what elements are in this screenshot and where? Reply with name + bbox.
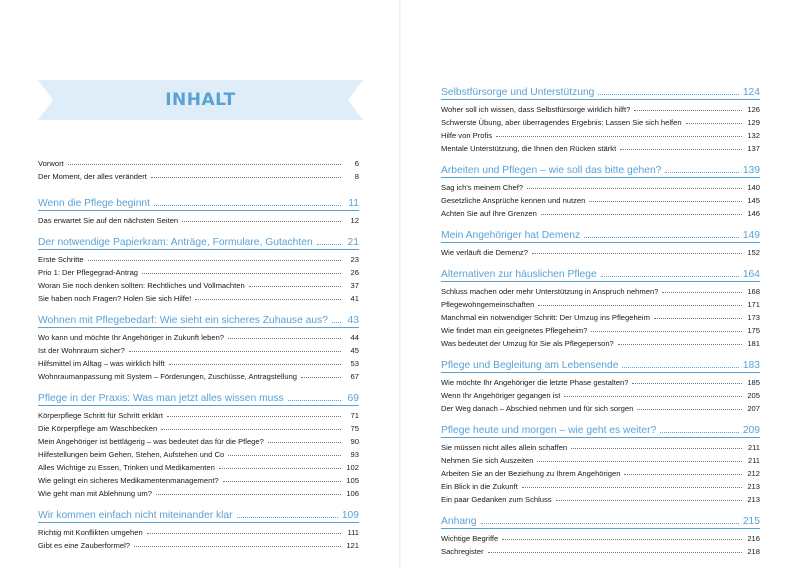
entry-title: Hilfsmittel im Alltag – was wirklich hilft — [38, 359, 165, 368]
entry-title: Das erwartet Sie auf den nächsten Seiten — [38, 216, 179, 225]
entry-list — [38, 154, 359, 181]
entry-title: Prio 1: Der Pflegegrad-Antrag — [38, 268, 139, 277]
entry-title: Der Weg danach – Abschied nehmen und für sich sorgen — [441, 404, 634, 413]
chapter-heading[interactable] — [38, 192, 359, 209]
dot-leader — [541, 214, 742, 215]
entry-page-number: 75 — [350, 424, 359, 433]
dot-leader — [662, 292, 742, 293]
entry-title: Wie geht man mit Ablehnung um? — [38, 489, 152, 498]
toc-section — [38, 309, 359, 381]
entry-page-number: 129 — [747, 118, 760, 127]
dot-leader — [571, 448, 742, 449]
dot-leader — [161, 429, 341, 430]
entry-page-number: 140 — [747, 183, 760, 192]
toc-entry[interactable] — [38, 420, 359, 433]
entry-page-number: 8 — [354, 172, 359, 181]
toc-section — [38, 192, 359, 225]
entry-page-number: 126 — [747, 105, 760, 114]
toc-left-column — [38, 154, 359, 550]
entry-page-number: 26 — [350, 268, 359, 277]
entry-title: Wie gelingt ein sicheres Medikamentenmanagement? — [38, 476, 219, 485]
entry-title: Nehmen Sie sich Auszeiten — [441, 456, 534, 465]
toc-section — [441, 81, 760, 153]
entry-title: Ist der Wohnraum sicher? — [38, 346, 125, 355]
chapter-title: Pflege heute und morgen – wie geht es weiter? — [441, 425, 657, 436]
entry-list — [38, 250, 359, 303]
chapter-page-number: 209 — [742, 425, 760, 436]
entry-page-number: 41 — [350, 294, 359, 303]
entry-title: Hilfestellungen beim Gehen, Stehen, Aufstehen und Co — [38, 450, 225, 459]
dot-leader — [167, 416, 341, 417]
entry-title: Sag ich's meinem Chef? — [441, 183, 524, 192]
dot-leader — [154, 205, 341, 206]
entry-page-number: 132 — [747, 131, 760, 140]
dot-leader — [147, 533, 341, 534]
toc-section — [441, 510, 760, 556]
entry-page-number: 67 — [350, 372, 359, 381]
dot-leader — [589, 201, 742, 202]
toc-entry[interactable] — [441, 296, 760, 309]
entry-page-number: 121 — [346, 541, 359, 550]
entry-list — [441, 529, 760, 556]
dot-leader — [522, 487, 742, 488]
toc-entry[interactable] — [38, 329, 359, 342]
entry-page-number: 6 — [354, 159, 359, 168]
toc-section — [38, 154, 359, 181]
chapter-page-number: 43 — [347, 315, 359, 326]
entry-title: Wie verläuft die Demenz? — [441, 248, 528, 257]
chapter-title: Alternativen zur häuslichen Pflege — [441, 269, 597, 280]
toc-entry[interactable] — [38, 368, 359, 381]
toc-entry[interactable] — [38, 524, 359, 537]
entry-title: Sie müssen nicht alles allein schaffen — [441, 443, 568, 452]
dot-leader — [632, 383, 742, 384]
entry-list — [441, 282, 760, 348]
entry-page-number: 218 — [747, 547, 760, 556]
chapter-title: Pflege und Begleitung am Lebensende — [441, 360, 619, 371]
chapter-title: Arbeiten und Pflegen – wie soll das bitte gehen? — [441, 165, 662, 176]
toc-entry[interactable] — [441, 465, 760, 478]
dot-leader — [317, 244, 341, 245]
dot-leader — [129, 351, 341, 352]
toc-entry[interactable] — [441, 283, 760, 296]
entry-list — [38, 523, 359, 550]
toc-entry[interactable] — [38, 290, 359, 303]
chapter-page-number: 139 — [742, 165, 760, 176]
entry-page-number: 53 — [350, 359, 359, 368]
chapter-title: Pflege in der Praxis: Was man jetzt alles wissen muss — [38, 393, 284, 404]
chapter-heading[interactable] — [38, 231, 359, 248]
entry-list — [441, 373, 760, 413]
entry-list — [38, 328, 359, 381]
entry-title: Wie möchte Ihr Angehöriger die letzte Phase gestalten? — [441, 378, 629, 387]
chapter-heading[interactable] — [441, 81, 760, 98]
entry-title: Ein Blick in die Zukunft — [441, 482, 518, 491]
entry-title: Hilfe von Profis — [441, 131, 493, 140]
chapter-page-number: 215 — [742, 516, 760, 527]
dot-leader — [288, 400, 341, 401]
chapter-title: Wir kommen einfach nicht miteinander klar — [38, 510, 233, 521]
entry-page-number: 185 — [747, 378, 760, 387]
entry-title: Richtig mit Konflikten umgehen — [38, 528, 143, 537]
toc-entry[interactable] — [441, 478, 760, 491]
chapter-title: Mein Angehöriger hat Demenz — [441, 230, 581, 241]
entry-page-number: 211 — [747, 456, 760, 465]
dot-leader — [637, 409, 742, 410]
entry-page-number: 168 — [747, 287, 760, 296]
entry-title: Vorwort — [38, 159, 64, 168]
toc-entry[interactable] — [441, 101, 760, 114]
chapter-heading[interactable] — [441, 354, 760, 371]
toc-entry[interactable] — [441, 374, 760, 387]
chapter-title: Wohnen mit Pflegebedarf: Wie sieht ein sicheres Zuhause aus? — [38, 315, 328, 326]
dot-leader — [654, 318, 742, 319]
entry-page-number: 111 — [347, 528, 359, 537]
dot-leader — [618, 344, 742, 345]
dot-leader — [268, 442, 341, 443]
toc-entry[interactable] — [38, 446, 359, 459]
toc-entry[interactable] — [38, 459, 359, 472]
entry-title: Sachregister — [441, 547, 484, 556]
dot-leader — [532, 253, 742, 254]
toc-entry[interactable] — [441, 543, 760, 556]
dot-leader — [620, 149, 742, 150]
toc-entry[interactable] — [38, 155, 359, 168]
entry-title: Ein paar Gedanken zum Schluss — [441, 495, 552, 504]
entry-page-number: 12 — [350, 216, 359, 225]
dot-leader — [527, 188, 742, 189]
entry-page-number: 23 — [350, 255, 359, 264]
entry-title: Mein Angehöriger ist bettlägerig – was bedeutet das für die Pflege? — [38, 437, 264, 446]
dot-leader — [228, 455, 341, 456]
entry-page-number: 205 — [747, 391, 760, 400]
entry-title: Woran Sie noch denken sollten: Rechtliches und Vollmachten — [38, 281, 245, 290]
dot-leader — [564, 396, 742, 397]
entry-title: Körperpflege Schritt für Schritt erklärt — [38, 411, 163, 420]
chapter-page-number: 124 — [742, 87, 760, 98]
toc-entry[interactable] — [441, 452, 760, 465]
chapter-heading[interactable] — [441, 510, 760, 527]
toc-entry[interactable] — [441, 400, 760, 413]
chapter-heading[interactable] — [38, 309, 359, 326]
toc-entry[interactable] — [38, 355, 359, 368]
dot-leader — [624, 474, 742, 475]
toc-section — [441, 263, 760, 348]
dot-leader — [68, 164, 341, 165]
dot-leader — [219, 468, 341, 469]
dot-leader — [537, 461, 742, 462]
toc-entry[interactable] — [441, 387, 760, 400]
toc-section — [441, 354, 760, 413]
dot-leader — [556, 500, 742, 501]
toc-section — [38, 231, 359, 303]
chapter-page-number: 149 — [742, 230, 760, 241]
chapter-title: Selbstfürsorge und Unterstützung — [441, 87, 595, 98]
chapter-page-number: 183 — [742, 360, 760, 371]
chapter-heading[interactable] — [441, 263, 760, 280]
dot-leader — [496, 136, 742, 137]
chapter-title: Der notwendige Papierkram: Anträge, Formulare, Gutachten — [38, 237, 313, 248]
entry-title: Wie findet man ein geeignetes Pflegeheim? — [441, 326, 588, 335]
dot-leader — [601, 276, 739, 277]
entry-title: Der Moment, der alles verändert — [38, 172, 147, 181]
entry-title: Arbeiten Sie an der Beziehung zu Ihrem Angehörigen — [441, 469, 621, 478]
dot-leader — [151, 177, 341, 178]
toc-entry[interactable] — [38, 212, 359, 225]
toc-entry[interactable] — [441, 192, 760, 205]
book-gutter — [399, 0, 401, 568]
chapter-heading[interactable] — [441, 419, 760, 436]
entry-page-number: 173 — [747, 313, 760, 322]
dot-leader — [502, 539, 742, 540]
entry-page-number: 171 — [747, 300, 760, 309]
chapter-heading[interactable] — [441, 159, 760, 176]
toc-entry[interactable] — [441, 179, 760, 192]
dot-leader — [660, 432, 739, 433]
entry-page-number: 137 — [747, 144, 760, 153]
entry-page-number: 207 — [747, 404, 760, 413]
entry-page-number: 146 — [747, 209, 760, 218]
chapter-page-number: 164 — [742, 269, 760, 280]
dot-leader — [481, 523, 739, 524]
chapter-heading[interactable] — [441, 224, 760, 241]
toc-entry[interactable] — [441, 114, 760, 127]
chapter-page-number: 69 — [347, 393, 359, 404]
dot-leader — [223, 481, 341, 482]
entry-page-number: 181 — [747, 339, 760, 348]
dot-leader — [488, 552, 742, 553]
dot-leader — [584, 237, 739, 238]
entry-title: Erste Schritte — [38, 255, 84, 264]
dot-leader — [249, 286, 341, 287]
dot-leader — [332, 322, 341, 323]
toc-entry[interactable] — [38, 342, 359, 355]
dot-leader — [156, 494, 341, 495]
entry-title: Sie haben noch Fragen? Holen Sie sich Hilfe! — [38, 294, 192, 303]
toc-entry[interactable] — [38, 168, 359, 181]
entry-title: Was bedeutet der Umzug für Sie als Pflegeperson? — [441, 339, 614, 348]
entry-page-number: 105 — [346, 476, 359, 485]
entry-title: Wo kann und möchte Ihr Angehöriger in Zukunft leben? — [38, 333, 225, 342]
entry-page-number: 37 — [350, 281, 359, 290]
entry-list — [38, 406, 359, 498]
entry-page-number: 45 — [350, 346, 359, 355]
entry-page-number: 175 — [747, 326, 760, 335]
entry-list — [38, 211, 359, 225]
toc-entry[interactable] — [38, 264, 359, 277]
entry-page-number: 212 — [747, 469, 760, 478]
toc-entry[interactable] — [441, 335, 760, 348]
entry-title: Gesetzliche Ansprüche kennen und nutzen — [441, 196, 586, 205]
dot-leader — [142, 273, 341, 274]
chapter-title: Anhang — [441, 516, 477, 527]
dot-leader — [237, 517, 338, 518]
dot-leader — [169, 364, 341, 365]
chapter-page-number: 11 — [348, 198, 359, 209]
dot-leader — [665, 172, 738, 173]
dot-leader — [195, 299, 341, 300]
toc-entry[interactable] — [441, 309, 760, 322]
chapter-heading[interactable] — [38, 387, 359, 404]
toc-entry[interactable] — [38, 433, 359, 446]
entry-title: Woher soll ich wissen, dass Selbstfürsorge wirklich hilft? — [441, 105, 631, 114]
toc-entry[interactable] — [441, 127, 760, 140]
toc-entry[interactable] — [38, 277, 359, 290]
entry-list — [441, 178, 760, 218]
toc-entry[interactable] — [441, 439, 760, 452]
dot-leader — [686, 123, 742, 124]
toc-title: INHALT — [165, 90, 236, 110]
entry-list — [441, 100, 760, 153]
entry-page-number: 93 — [350, 450, 359, 459]
toc-section — [38, 504, 359, 550]
entry-title: Manchmal ein notwendiger Schritt: Der Umzug ins Pflegeheim — [441, 313, 650, 322]
entry-list — [441, 243, 760, 257]
entry-title: Alles Wichtige zu Essen, Trinken und Medikamenten — [38, 463, 215, 472]
entry-title: Mentale Unterstützung, die Ihnen den Rücken stärkt — [441, 144, 617, 153]
toc-entry[interactable] — [441, 491, 760, 504]
toc-entry[interactable] — [38, 251, 359, 264]
entry-page-number: 211 — [747, 443, 760, 452]
entry-page-number: 216 — [747, 534, 760, 543]
toc-right-column — [441, 81, 760, 556]
toc-entry[interactable] — [441, 244, 760, 257]
toc-entry[interactable] — [441, 322, 760, 335]
chapter-heading[interactable] — [38, 504, 359, 521]
toc-entry[interactable] — [441, 530, 760, 543]
entry-title: Gibt es eine Zauberformel? — [38, 541, 131, 550]
toc-entry[interactable] — [441, 205, 760, 218]
dot-leader — [301, 377, 341, 378]
entry-title: Wenn Ihr Angehöriger gegangen ist — [441, 391, 561, 400]
dot-leader — [228, 338, 341, 339]
toc-section — [441, 224, 760, 257]
entry-page-number: 152 — [747, 248, 760, 257]
entry-title: Achten Sie auf Ihre Grenzen — [441, 209, 537, 218]
toc-entry[interactable] — [38, 472, 359, 485]
toc-section — [441, 159, 760, 218]
chapter-page-number: 21 — [347, 237, 359, 248]
toc-entry[interactable] — [38, 485, 359, 498]
entry-page-number: 44 — [350, 333, 359, 342]
dot-leader — [134, 546, 341, 547]
entry-page-number: 213 — [747, 482, 760, 491]
entry-title: Wohnraumanpassung mit System – Förderungen, Zuschüsse, Antragstellung — [38, 372, 298, 381]
dot-leader — [634, 110, 742, 111]
entry-page-number: 90 — [350, 437, 359, 446]
entry-page-number: 213 — [747, 495, 760, 504]
toc-entry[interactable] — [38, 407, 359, 420]
dot-leader — [182, 221, 341, 222]
dot-leader — [88, 260, 341, 261]
toc-banner — [38, 80, 363, 120]
entry-title: Pflegewohngemeinschaften — [441, 300, 535, 309]
entry-page-number: 71 — [350, 411, 359, 420]
dot-leader — [598, 94, 738, 95]
chapter-page-number: 109 — [341, 510, 359, 521]
entry-page-number: 106 — [346, 489, 359, 498]
toc-section — [441, 419, 760, 504]
entry-title: Schwerste Übung, aber überragendes Ergebnis: Lassen Sie sich helfen — [441, 118, 682, 127]
chapter-title: Wenn die Pflege beginnt — [38, 198, 151, 209]
entry-title: Wichtige Begriffe — [441, 534, 499, 543]
entry-title: Die Körperpflege am Waschbecken — [38, 424, 158, 433]
toc-entry[interactable] — [441, 140, 760, 153]
entry-list — [441, 438, 760, 504]
toc-entry[interactable] — [38, 537, 359, 550]
dot-leader — [591, 331, 742, 332]
entry-page-number: 102 — [346, 463, 359, 472]
dot-leader — [538, 305, 742, 306]
dot-leader — [622, 367, 738, 368]
toc-section — [38, 387, 359, 498]
entry-page-number: 145 — [747, 196, 760, 205]
entry-title: Schluss machen oder mehr Unterstützung in Anspruch nehmen? — [441, 287, 659, 296]
